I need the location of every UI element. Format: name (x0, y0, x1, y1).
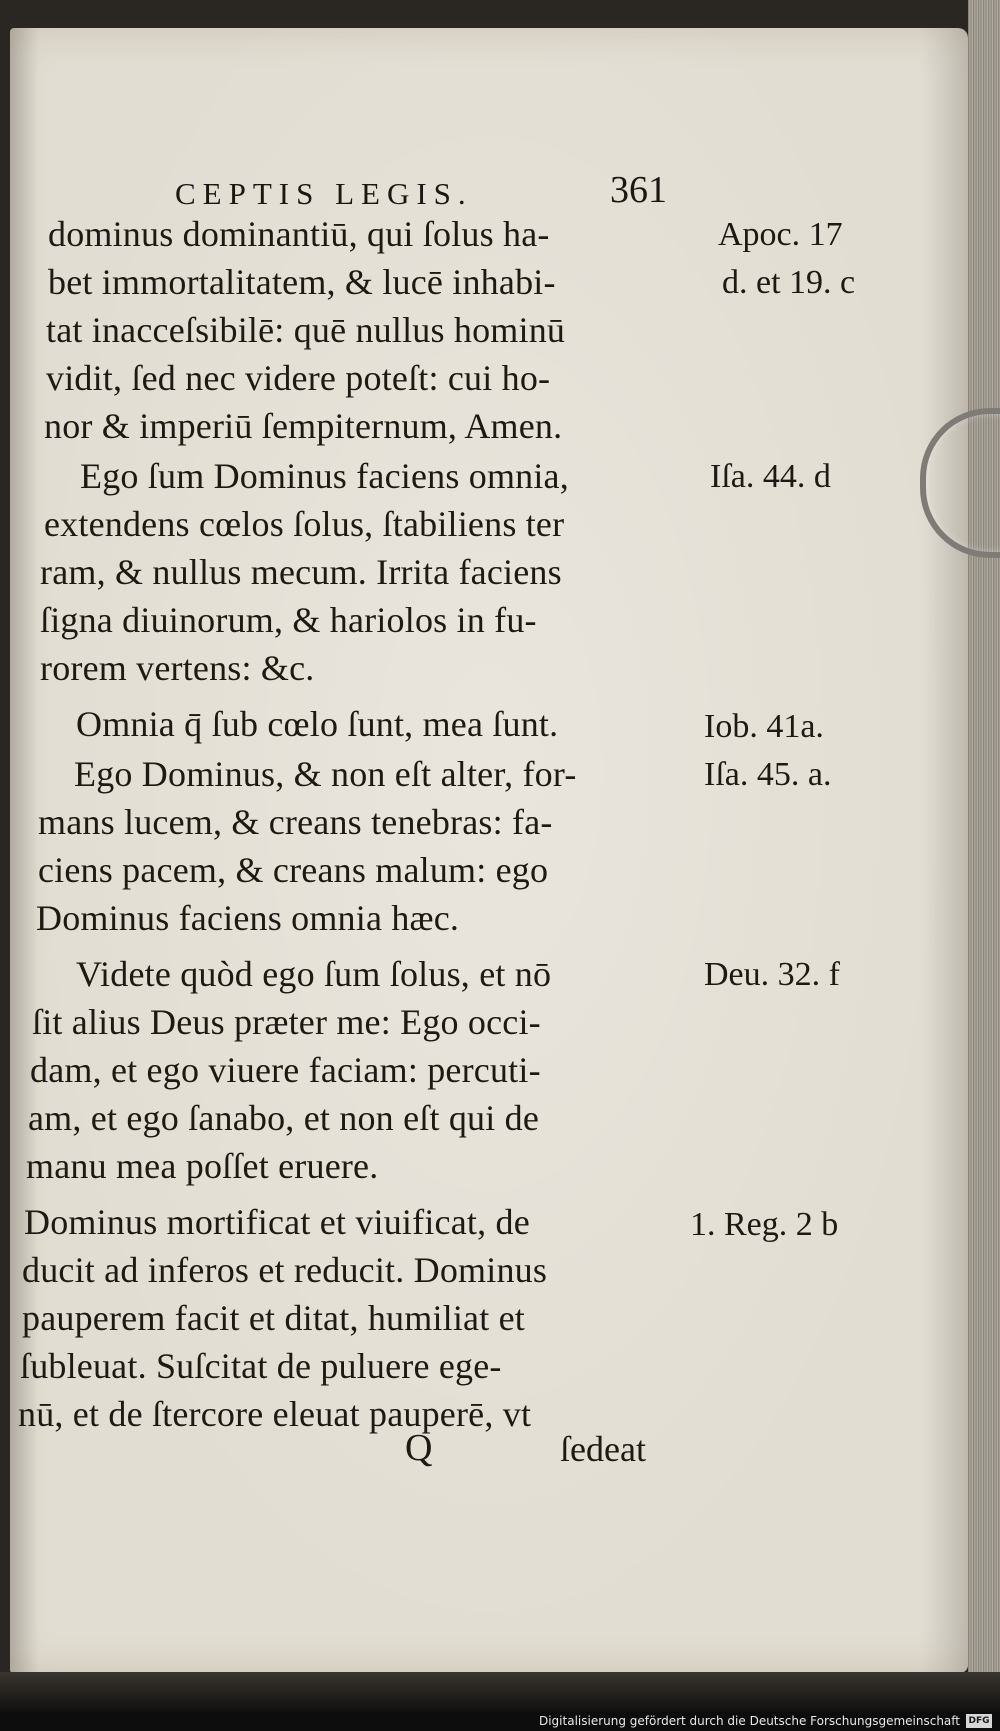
text-line: Ego ſum Dominus faciens omnia, (80, 456, 569, 496)
text-line: ram, & nullus mecum. Irrita faciens (40, 552, 562, 592)
page-number: 361 (610, 169, 667, 211)
text-line: tat inacceſsibilē: quē nullus hominū (46, 310, 566, 350)
text-line: rorem vertens: &c. (40, 648, 315, 688)
margin-note: 1. Reg. 2 b (690, 1206, 839, 1243)
margin-note: Apoc. 17 (718, 216, 843, 253)
text-line: pauperem facit et ditat, humiliat et (22, 1298, 526, 1338)
text-line: dam, et ego viuere faciam: percuti- (30, 1050, 541, 1090)
margin-note: Iob. 41a. (704, 708, 824, 745)
text-line: Ego Dominus, & non eſt alter, for- (74, 754, 577, 794)
text-line: Omnia q̄ ſub cœlo ſunt, mea ſunt. (76, 704, 559, 744)
text-line: extendens cœlos ſolus, ſtabiliens ter (44, 504, 565, 544)
dfg-logo: DFG (966, 1714, 992, 1728)
margin-note: Iſa. 45. a. (704, 756, 832, 793)
page-edge-stack (968, 0, 1000, 1731)
text-line: manu mea poſſet eruere. (26, 1146, 379, 1186)
margin-note: Deu. 32. f (704, 956, 840, 993)
text-line: mans lucem, & creans tenebras: fa- (38, 802, 553, 842)
text-line: Dominus mortificat et viuificat, de (24, 1202, 530, 1242)
text-line: ciens pacem, & creans malum: ego (38, 850, 549, 890)
text-line: bet immortalitatem, & lucē inhabi- (48, 262, 556, 302)
text-line: nū, et de ſtercore eleuat pauperē, vt (18, 1394, 532, 1434)
catchword: ſedeat (560, 1429, 646, 1469)
text-line: Videte quòd ego ſum ſolus, et nō (76, 954, 552, 994)
running-head: CEPTIS LEGIS. (175, 176, 473, 211)
signature-mark: Q (405, 1427, 433, 1469)
book-page (10, 28, 968, 1673)
text-line: ſigna diuinorum, & hariolos in fu- (40, 600, 537, 640)
text-line: nor & imperiū ſempiternum, Amen. (44, 406, 563, 446)
text-line: ducit ad inferos et reducit. Dominus (22, 1250, 548, 1290)
page-bottom-shadow (0, 1672, 1000, 1712)
funding-credit: Digitalisierung gefördert durch die Deutsche Forschungsgemeinschaft (538, 1714, 960, 1728)
margin-note: d. et 19. c (722, 264, 856, 301)
margin-note: Iſa. 44. d (710, 458, 831, 495)
text-line: Dominus faciens omnia hæc. (36, 898, 460, 938)
text-line: am, et ego ſanabo, et non eſt qui de (28, 1098, 540, 1138)
text-line: dominus dominantiū, qui ſolus ha- (48, 214, 550, 254)
text-line: ſubleuat. Suſcitat de puluere ege- (20, 1346, 502, 1386)
text-line: vidit, ſed nec videre poteſt: cui ho- (46, 358, 551, 398)
text-line: ſit alius Deus præter me: Ego occi- (32, 1002, 541, 1042)
